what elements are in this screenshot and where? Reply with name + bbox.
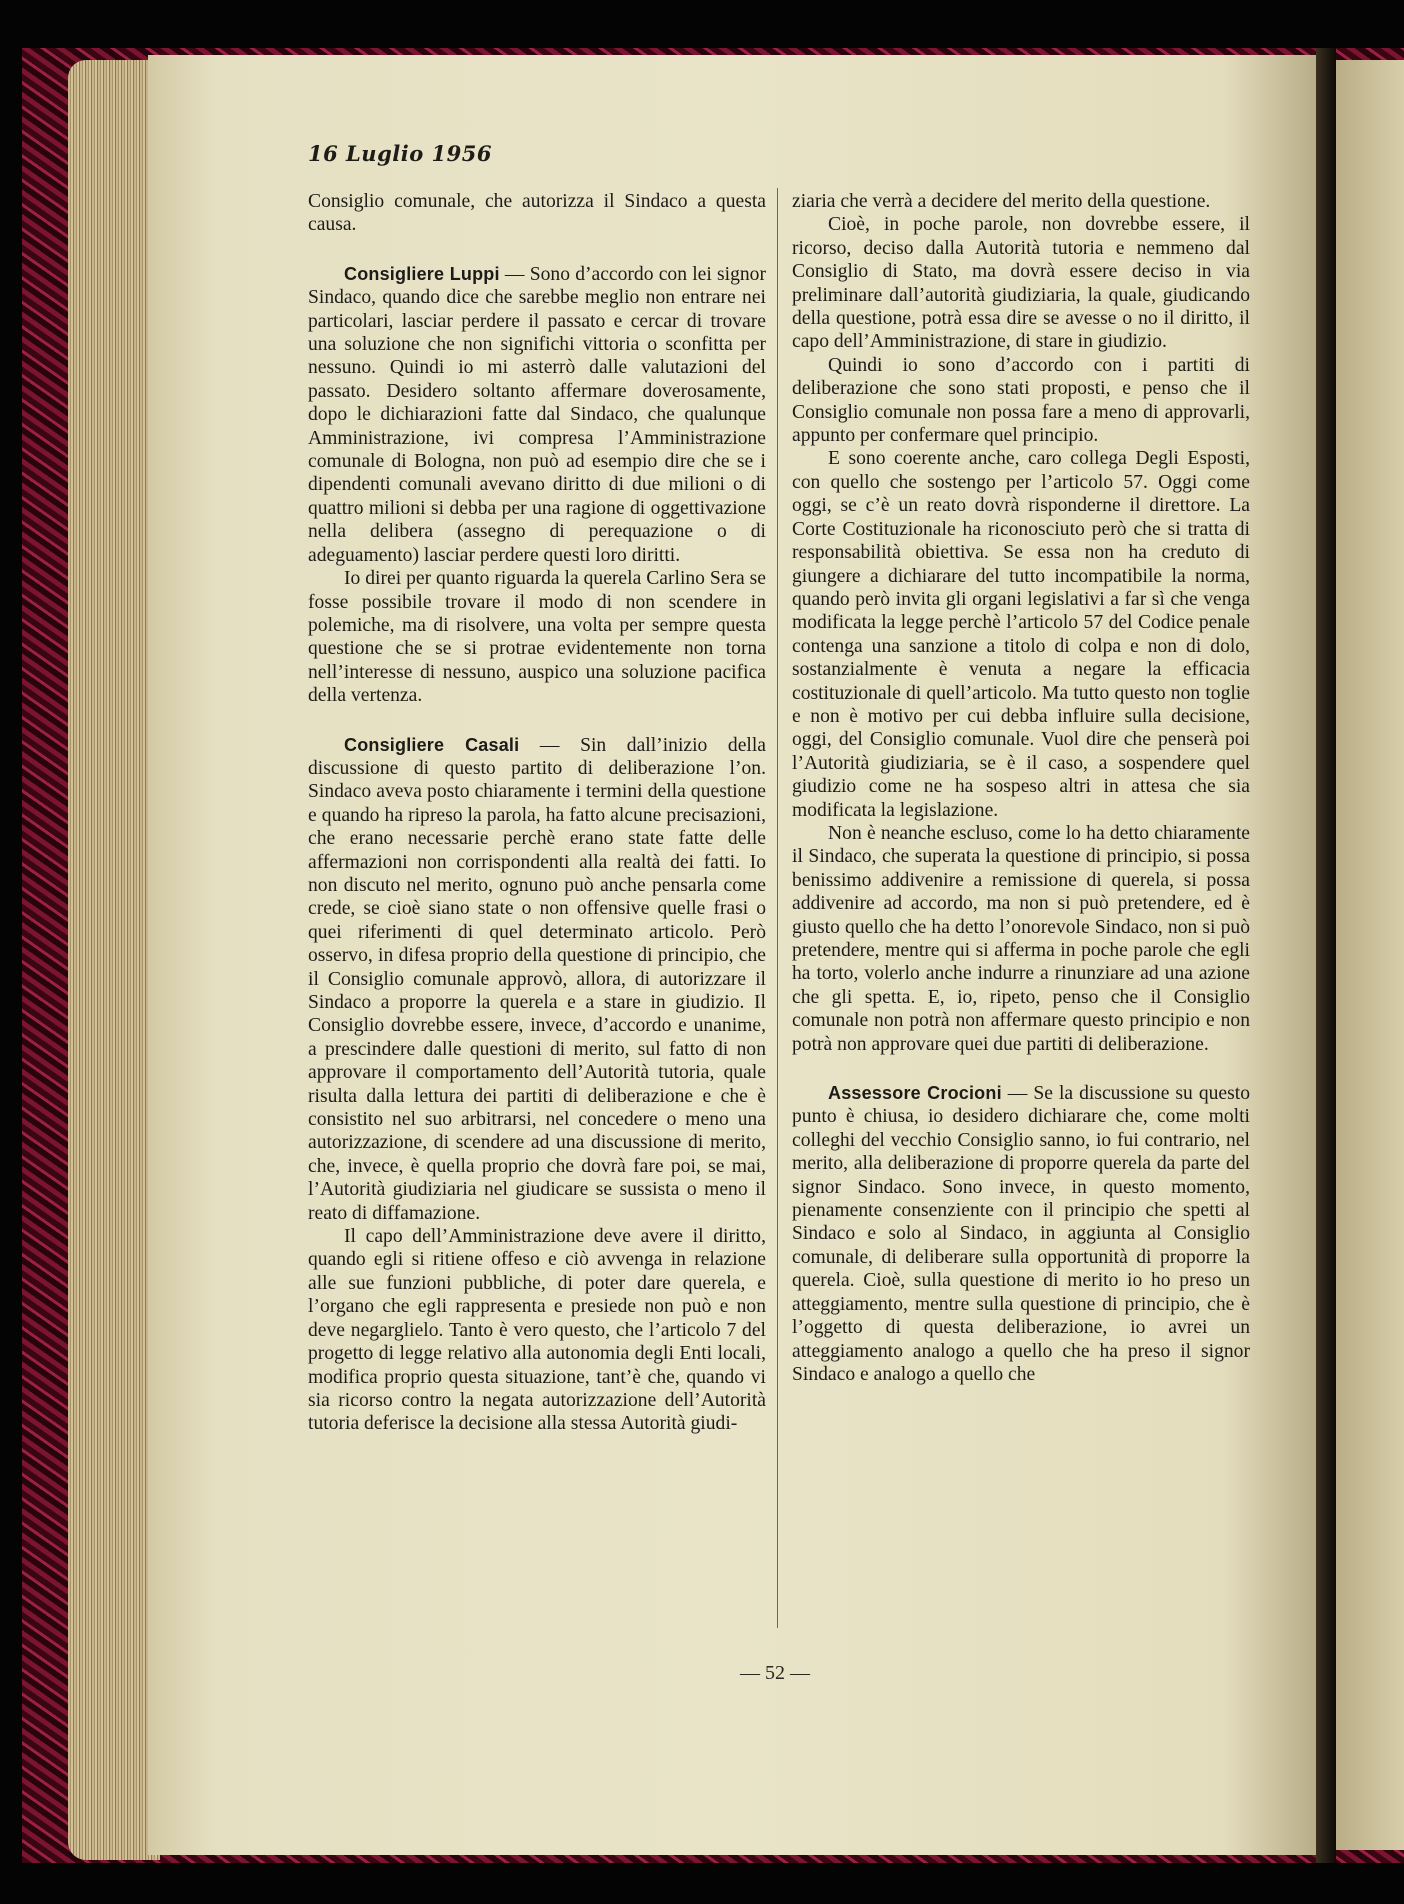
speech-text: — Sin dall’inizio della discussione di questo partito di deliberazione l’on. Sindaco aveva posto chiaramente i termini della questione e quando ha ripreso la parola, ha fatto alcune precisazioni, che erano necessarie perchè erano state fatte delle affermazioni non corrispondenti alla realtà dei fatti. Io non discuto nel merito, ognuno può anche pensarla come crede, se cioè siano state o non offensive quelle frasi o quei riferimenti di quel determinato articolo. Però osservo, in difesa proprio della questione di principio, che il Consiglio comunale approvò, allora, di autorizzare il Sindaco a proporre la querela e a stare in giudizio. Il Consiglio dovrebbe essere, invece, d’accordo e unanime, a prescindere dalle questioni di merito, sul fatto di non approvare il comportamento dell’Autorità tutoria, quale risulta dalla lettura dei partiti di deliberazione e che è consistito nel suo arbitrarsi, nel concedere o meno una autorizzazione, di scendere ad una discussione di merito, che, invece, è quella proprio che dovrà fare poi, se mai, l’Autorità giudiziaria nel giudicare se sussista o meno il reato di diffamazione. [308, 734, 766, 1224]
right-column [792, 190, 1250, 1386]
running-head: 16 Luglio 1956 [308, 141, 492, 166]
paragraph: Il capo dell’Amministrazione deve avere il diritto, quando egli si ritiene offeso e ciò avvenga in relazione alle sue funzioni pubbliche, di poter dare querela, e l’organo che egli rappresenta e presiede non può e non deve negarglielo. Tanto è vero questo, che l’articolo 7 del progetto di legge relativo alla autonomia degli Enti locali, modifica proprio questa situazione, tant’è che, quando vi sia ricorso contro la negata autorizzazione dell’Autorità tutoria deferisce la decisione alla stessa Autorità giudi- [308, 1226, 766, 1435]
speech-luppi [308, 263, 766, 567]
paragraph: Cioè, in poche parole, non dovrebbe essere, il ricorso, deciso dalla Autorità tutoria e nemmeno dal Consiglio di Stato, ma dovrà essere deciso in via preliminare dall’autorità giudiziaria, la quale, giudicando della questione, potrà essa dire se avesse o no il diritto, il capo dell’Amministrazione, di stare in giudizio. [792, 214, 1250, 353]
left-column [308, 190, 766, 1436]
speech-crocioni [792, 1082, 1250, 1386]
page-number: — 52 — [740, 1662, 810, 1684]
page-edges [68, 60, 160, 1860]
speech-text: — Se la discussione su questo punto è chiusa, io desidero dichiarare che, come molti colleghi del vecchio Consiglio sanno, io fui contrario, nel merito, alla deliberazione di proporre querela da parte del signor Sindaco. Sono invece, in questo momento, pienamente consenziente con il principio che spetti al Sindaco e solo al Sindaco, in aggiunta al Consiglio comunale, di deliberare sulla opportunità di proporre la querela. Cioè, sulla questione di merito io ho preso un atteggiamento, mentre sulla questione di principio, che è l’oggetto di questa deliberazione, io avrei un atteggiamento analogo a quello che ha preso il signor Sindaco e analogo a quello che [792, 1083, 1250, 1385]
speaker-name: Consigliere Luppi [344, 263, 500, 284]
paragraph: ziaria che verrà a decidere del merito della questione. [792, 191, 1211, 212]
speaker-name: Assessore Crocioni [828, 1083, 1002, 1104]
speech-text: — Sono d’accordo con lei signor Sindaco, quando dice che sarebbe meglio non entrare nei particolari, lasciar perdere il passato e cercar di trovare una soluzione che non significhi vittoria o sconfitta per nessuno. Quindi io mi asterrò dalle valutazioni del passato. Desidero soltanto affermare doverosamente, dopo le dichiarazioni fatte dal Sindaco, che qualunque Amministrazione, ivi compresa l’Amministrazione comunale di Bologna, non può ad esempio dire che se i dipendenti comunali avevano diritto di due milioni o di quattro milioni si debba per una ragione di oggettivazione nella delibera (assegno di perequazione o di adeguamento) lasciar perdere questi loro diritti. [308, 263, 766, 566]
paragraph: Io direi per quanto riguarda la querela Carlino Sera se fosse possibile trovare il modo di non scendere in polemiche, ma di risolvere, una volta per sempre questa questione che se si protrae evidentemente non torna nell’interesse di nessuno, auspico una soluzione pacifica della vertenza. [308, 568, 766, 707]
speaker-name: Consigliere Casali [344, 734, 520, 755]
column-divider [777, 188, 778, 1628]
paragraph: Non è neanche escluso, come lo ha detto chiaramente il Sindaco, che superata la questione di principio, si possa benissimo addivenire a remissione di querela, si possa addivenire ad accordo, ma non si può pretendere, ed è giusto quello che ha detto l’onorevole Sindaco, non si può pretendere, mentre qui si afferma in poche parole che egli ha torto, volerlo anche indurre a rinunziare ad una azione che gli spetta. E, io, ripeto, penso che il Consiglio comunale non potrà non affermare questo principio e non potrà non approvare quei due partiti di deliberazione. [792, 822, 1250, 1055]
paragraph: Quindi io sono d’accordo con i partiti di deliberazione che sono stati proposti, e penso che il Consiglio comunale non possa fare a meno di approvarli, appunto per confermare quel principio. [792, 354, 1250, 447]
facing-page-edge [1336, 60, 1404, 1850]
paragraph: E sono coerente anche, caro collega Degli Esposti, con quello che sostengo per l’articolo 57. Oggi come oggi, se c’è un reato dovrà risponderne il direttore. La Corte Costituzionale ha riconosciuto però che si tratta di responsabilità obiettiva. Se essa non ha creduto di giungere a dichiarare del tutto incompatibile la norma, quando però invita gli organi legislativi a far sì che venga modificata la legge perchè l’articolo 57 del Codice penale contenga una sanzione a titolo di colpa e non di dolo, sostanzialmente è venuta a negare la efficacia costituzionale di quell’articolo. Ma tutto questo non toglie e non è motivo per cui debba influire sulla decisione, oggi, del Consiglio comunale. Vuol dire che penserà poi l’Autorità giudiziaria, se è il caso, a sospendere quel giudizio come ne ha sospeso altri in attesa che sia modificata la legislazione. [792, 448, 1250, 821]
speech-casali [308, 734, 766, 1226]
book-gutter [1316, 48, 1336, 1863]
paragraph: Consiglio comunale, che autorizza il Sindaco a questa causa. [308, 191, 766, 236]
